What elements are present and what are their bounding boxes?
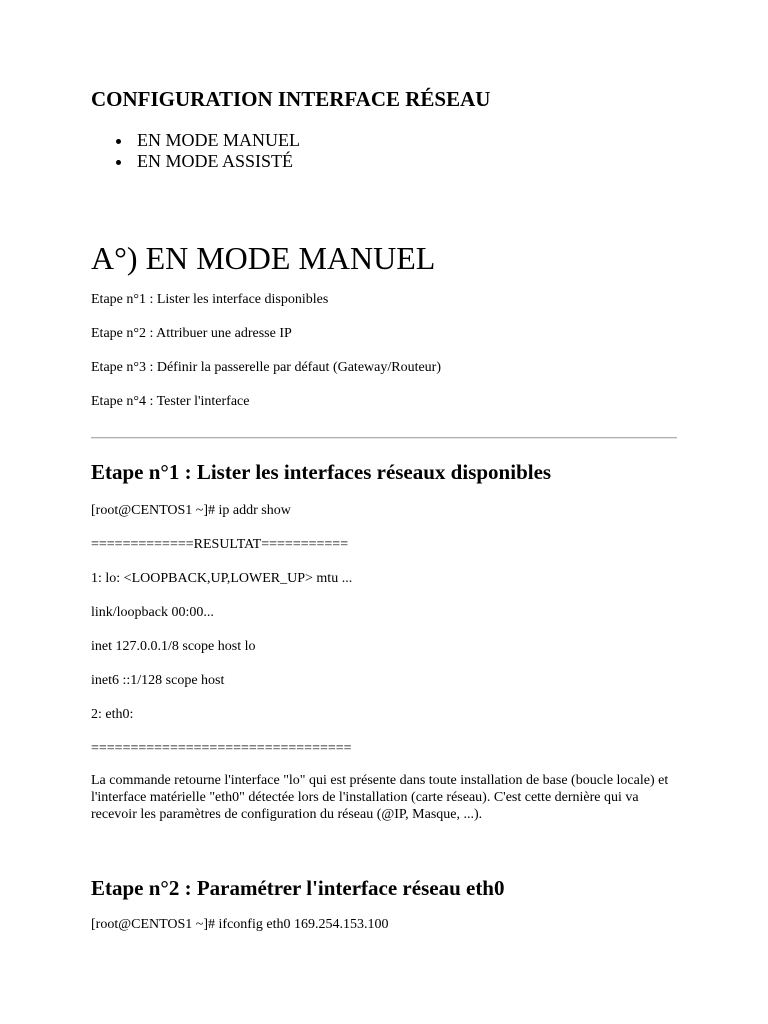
- mode-list: [91, 130, 300, 172]
- output-line: 2: eth0:: [91, 707, 134, 722]
- list-item: [91, 151, 300, 172]
- bullet-icon: [116, 139, 121, 144]
- bullet-icon: [116, 160, 121, 165]
- output-line: inet6 ::1/128 scope host: [91, 673, 225, 688]
- result-header: =============RESULTAT===========: [91, 537, 349, 552]
- document-title: CONFIGURATION INTERFACE RÉSEAU: [91, 87, 491, 111]
- result-footer: =================================: [91, 741, 352, 756]
- output-line: inet 127.0.0.1/8 scope host lo: [91, 639, 256, 654]
- step1-command: [root@CENTOS1 ~]# ip addr show: [91, 503, 291, 518]
- step1-explanation: La commande retourne l'interface "lo" qui est présente dans toute installation de base (boucle locale) et l'interface matérielle "eth0" détectée lors de l'installation (carte réseau). C'est cette dernière qui va recevoir les paramètres de configuration du réseau (@IP, Masque, ...).: [91, 773, 669, 822]
- horizontal-divider: [91, 437, 677, 439]
- list-item: [91, 130, 300, 151]
- step-line-2: Etape n°2 : Attribuer une adresse IP: [91, 326, 292, 341]
- step-line-1: Etape n°1 : Lister les interface disponibles: [91, 292, 329, 307]
- step-line-4: Etape n°4 : Tester l'interface: [91, 394, 250, 409]
- step-line-3: Etape n°3 : Définir la passerelle par défaut (Gateway/Routeur): [91, 360, 442, 375]
- list-item-label: EN MODE MANUEL: [137, 130, 300, 150]
- step1-heading: Etape n°1 : Lister les interfaces réseaux disponibles: [91, 460, 552, 484]
- step2-heading: Etape n°2 : Paramétrer l'interface réseau eth0: [91, 876, 505, 900]
- section-heading-manual: A°) EN MODE MANUEL: [91, 240, 436, 276]
- output-line: 1: lo: <LOOPBACK,UP,LOWER_UP> mtu ...: [91, 571, 353, 586]
- output-line: link/loopback 00:00...: [91, 605, 214, 620]
- list-item-label: EN MODE ASSISTÉ: [137, 151, 294, 171]
- step2-command: [root@CENTOS1 ~]# ifconfig eth0 169.254.153.100: [91, 917, 389, 932]
